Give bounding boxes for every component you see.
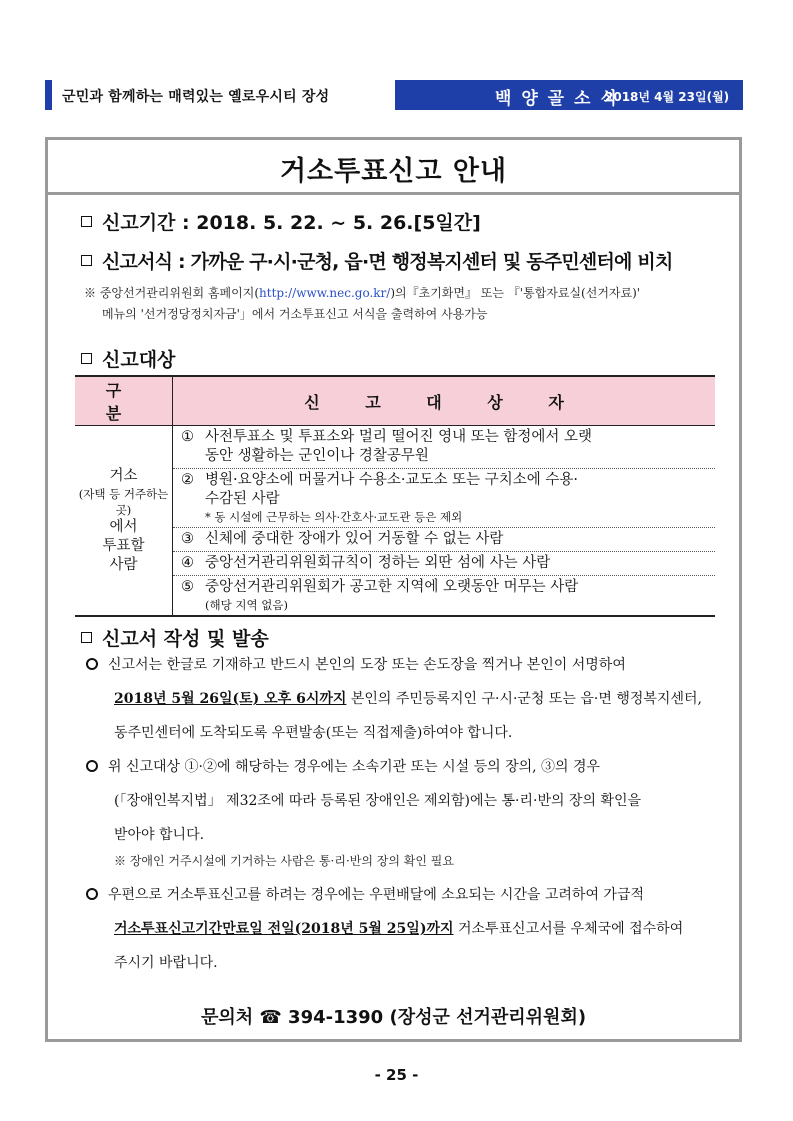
paragraph-submission (86, 648, 736, 750)
p1-line3: 동주민센터에 도착되도록 우편발송(또는 직접제출)하여야 합니다. (114, 725, 513, 741)
p3-line3: 주시기 바랍니다. (114, 955, 218, 971)
item-number: ③ (181, 531, 194, 547)
note-line2: 메뉴의 '선거정당정치자금'」에서 거소투표신고 서식을 출력하여 사용가능 (102, 307, 488, 321)
category-line1: 거소 (109, 467, 138, 484)
p2-line3: 받아야 합니다. (114, 827, 205, 843)
header-accent-bar (45, 80, 52, 110)
category-line2: 에서 (109, 518, 138, 535)
circle-bullet-icon (86, 658, 98, 670)
note-text-a: ※ 중앙선거관리위원회 홈페이지( (84, 286, 260, 300)
p1-line2: 본인의 주민등록지인 구·시·군청 또는 읍·면 행정복지센터, (346, 691, 702, 707)
period-line (81, 208, 481, 235)
target-item-4 (173, 552, 716, 576)
header-slogan: 군민과 함께하는 매력있는 옐로우시티 장성 (62, 89, 330, 105)
form-text: 신고서식 : 가까운 구·시·군청, 읍·면 행정복지센터 및 동주민센터에 비치 (102, 251, 673, 273)
form-line (81, 247, 673, 274)
circle-bullet-icon (86, 888, 98, 900)
square-bullet-icon (81, 255, 92, 266)
category-small: (자택 등 거주하는 곳) (78, 486, 169, 517)
circle-bullet-icon (86, 760, 98, 772)
page-header (45, 80, 743, 110)
p2-line1: 위 신고대상 ①·②에 해당하는 경우에는 소속기관 또는 시설 등의 장의, ③의 경우 (108, 759, 601, 775)
table-header-category: 구 분 (75, 376, 173, 426)
item-number: ④ (181, 555, 194, 571)
target-item-2 (173, 469, 716, 528)
square-bullet-icon (81, 353, 92, 364)
submit-heading (81, 624, 269, 651)
item-text: 사전투표소 및 투표소와 멀리 떨어진 영내 또는 함정에서 오랫 (205, 429, 593, 445)
contact-info: 문의처 ☎ 394-1390 (장성군 선거관리위원회) (200, 1007, 587, 1028)
target-item-3 (173, 528, 716, 552)
postal-deadline-highlight: 거소투표신고기간만료일 전일(2018년 5월 25일)까지 (114, 921, 454, 937)
item-text: 신체에 중대한 장애가 있어 거동할 수 없는 사람 (205, 531, 504, 547)
target-item-5 (173, 576, 716, 617)
category-line4: 사람 (109, 556, 138, 573)
square-bullet-icon (81, 632, 92, 643)
p3-line2: 거소투표신고서를 우체국에 접수하여 (453, 921, 684, 937)
item-subnote: (해당 지역 없음) (205, 598, 288, 612)
form-note (84, 283, 640, 325)
item-number: ① (181, 429, 194, 445)
target-table (75, 375, 715, 617)
table-category-cell (75, 426, 173, 617)
item-text-cont: 동안 생활하는 군인이나 경찰공무원 (205, 448, 429, 464)
table-header-row (75, 376, 715, 426)
table-header-targets: 신 고 대 상 자 (173, 376, 716, 426)
confirmation-note: ※ 장애인 거주시설에 기거하는 사람은 통·리·반의 장의 확인 필요 (114, 854, 454, 868)
square-bullet-icon (81, 216, 92, 227)
paragraph-confirmation (86, 750, 736, 852)
deadline-highlight: 2018년 5월 26일(토) 오후 6시까지 (114, 691, 347, 707)
item-text-cont: 수감된 사람 (205, 491, 280, 507)
item-number: ② (181, 472, 194, 488)
item-text: 중앙선거관리위원회규칙이 정하는 외딴 섬에 사는 사람 (205, 555, 551, 571)
item-subnote: * 동 시설에 근무하는 의사·간호사·교도관 등은 제외 (205, 510, 463, 524)
target-item-1 (173, 426, 716, 469)
page-number: - 25 - (374, 1066, 419, 1084)
notice-box (45, 137, 742, 1042)
submit-heading-text: 신고서 작성 및 발송 (102, 628, 269, 650)
target-heading (81, 345, 175, 372)
target-heading-text: 신고대상 (102, 349, 176, 371)
p2-line2: (「장애인복지법」 제32조에 따라 등록된 장애인은 제외함)에는 통·리·반의 장의 확인을 (114, 793, 642, 809)
category-line3: 투표할 (102, 537, 145, 554)
notice-title: 거소투표신고 안내 (279, 156, 508, 187)
item-number: ⑤ (181, 579, 194, 595)
publication-title: 백 양 골 소 식 (495, 89, 619, 109)
item-text: 병원·요양소에 머물거나 수용소·교도소 또는 구치소에 수용· (205, 472, 579, 488)
title-band (48, 140, 739, 195)
note-text-b: )의『초기화면』 또는 『'통합자료실(선거자료)' (390, 286, 641, 300)
paragraph-postal (86, 878, 736, 980)
period-text: 신고기간 : 2018. 5. 22. ~ 5. 26.[5일간] (102, 212, 481, 234)
p3-line1: 우편으로 거소투표신고를 하려는 경우에는 우편배달에 소요되는 시간을 고려하여 가급적 (108, 887, 644, 903)
header-publication-band (395, 80, 743, 110)
p1-line1: 신고서는 한글로 기재하고 반드시 본인의 도장 또는 손도장을 찍거나 본인이 서명하여 (108, 657, 626, 673)
nec-homepage-link[interactable]: http://www.nec.go.kr/ (259, 286, 391, 300)
table-row (75, 426, 715, 469)
item-text: 중앙선거관리위원회가 공고한 지역에 오랫동안 머무는 사람 (205, 579, 579, 595)
publication-date: 2018년 4월 23일(월) (605, 90, 730, 104)
